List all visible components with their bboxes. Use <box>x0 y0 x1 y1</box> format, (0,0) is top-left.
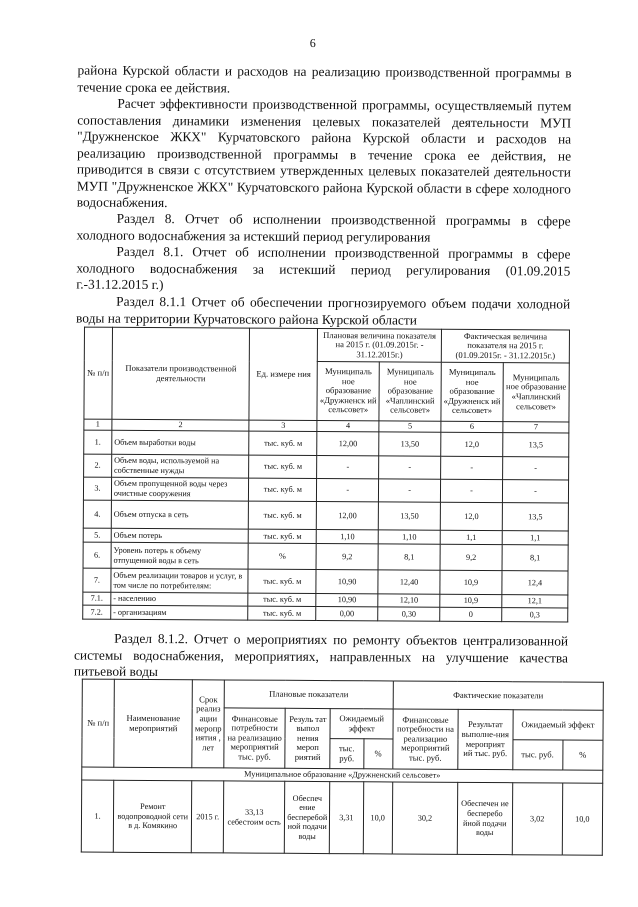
section-8-1-1-heading: Раздел 8.1.1 Отчет об обеспечении прогнозируемого объем подачи холодной воды на территории Курчатовского района Курской области <box>76 293 571 328</box>
row-name: Уровень потерь к объему отпущенной воды в сеть <box>111 542 249 569</box>
row-res-fact: Обеспечен ие бесперебо йной подачи воды <box>457 782 512 854</box>
page-number: 6 <box>309 35 316 50</box>
row-value: 13,50 <box>379 432 441 456</box>
header-unit: Ед. измере ния <box>249 328 317 420</box>
row-unit: тыс. куб. м <box>249 431 317 455</box>
water-supply-table <box>82 327 570 623</box>
row-value: 10,90 <box>316 593 378 606</box>
row-value: 10,9 <box>440 570 502 594</box>
table-row <box>83 605 568 622</box>
row-unit: % <box>249 543 317 569</box>
row-value: 10,90 <box>316 569 378 593</box>
row-value: 12,1 <box>502 595 568 608</box>
row-value: 1,10 <box>316 529 378 543</box>
row-value: 12,10 <box>378 594 440 607</box>
row-value: 13,5 <box>502 503 568 531</box>
row-num: 1. <box>84 430 112 454</box>
row-value: 9,2 <box>316 543 378 569</box>
row-value: 12,40 <box>378 570 440 594</box>
row-rub-fact: 3,02 <box>512 783 562 855</box>
row-unit: тыс. куб. м <box>248 569 316 593</box>
colnum: 1 <box>84 419 112 430</box>
row-pct-fact: 10,0 <box>562 783 603 855</box>
table-row <box>84 430 569 457</box>
row-name: Объем воды, используемой на собственные нужды <box>112 454 250 478</box>
header-fact: Фактическая величина показателя на 2015 г. (01.09.2015г. - 31.12.2015г.) <box>441 329 569 363</box>
table-row <box>83 542 568 571</box>
t2-header-rub-plan: тыс. руб. <box>330 739 363 769</box>
row-value: 1,10 <box>378 530 440 544</box>
row-num: 4. <box>83 500 111 528</box>
colnum: 7 <box>503 422 569 433</box>
row-num: 2. <box>84 454 112 477</box>
repair-measures-table <box>81 679 604 856</box>
row-unit: тыс. куб. м <box>249 455 317 478</box>
row-value: 13,50 <box>378 502 440 530</box>
row-num: 7.2. <box>83 605 111 619</box>
row-name: - организациям <box>111 605 249 620</box>
row-value: 0,30 <box>378 607 440 621</box>
header-plan: Плановая величина показателя на 2015 г. (01.09.2015г. - 31.12.2015г.) <box>318 328 442 362</box>
row-num: 7.1. <box>83 592 111 605</box>
row-num: 3. <box>83 477 111 500</box>
row-value: 12,00 <box>316 501 378 529</box>
row-value: 8,1 <box>502 545 568 571</box>
row-name: Объем отпуска в сеть <box>111 500 249 529</box>
header-plan-druzhnensky: Муниципаль ное образование «Дружненск ий сельсовет» <box>317 361 379 420</box>
colnum: 5 <box>379 421 441 432</box>
row-name: Объем выработки воды <box>112 430 250 455</box>
section-8-heading: Раздел 8. Отчет об исполнении производственной программы в сфере холодного водоснабжения за истекший период регулирования <box>76 210 571 245</box>
row-name: Объем потерь <box>111 528 249 543</box>
t2-group-label: Муниципальное образование «Дружненский сельсовет» <box>82 767 603 783</box>
row-fin-fact: 30,2 <box>392 782 457 854</box>
header-fact-chaplinsky: Муниципаль ное образование «Чаплинский сельсовет» <box>503 363 569 422</box>
row-unit: тыс. куб. м <box>249 529 317 543</box>
row-value: 12,4 <box>502 571 568 595</box>
header-fact-druzhnensky: Муниципаль ное образование «Дружненск ий сельсовет» <box>441 362 503 421</box>
row-value: 0 <box>440 607 502 621</box>
row-value: 12,00 <box>317 431 379 455</box>
row-value: - <box>503 457 569 480</box>
row-name: Объем пропущенной воды через очистные сооружения <box>111 477 249 501</box>
table-row <box>83 500 568 531</box>
row-name: Ремонт водопроводной сети в д. Комякино <box>113 780 192 852</box>
paragraph-efficiency: Расчет эффективности производственной программы, осуществляемый путем сопоставления динамики изменения целевых показателей деятельности МУП "Дружненское ЖКХ" Курчатовского района Курской области и расходов на реализацию производственной программы в течение срока ее действия, не приводится в связи с отсутствием утвержденных целевых показателей деятельности МУП "Дружненское ЖКХ" Курчатовского района Курской области в сфере холодного водоснабжения. <box>76 95 572 211</box>
section-8-1-heading: Раздел 8.1. Отчет об исполнении производственной программы в сфере холодного водоснабжения за истекший период регулирования (01.09.2015 г.-31.12.2015 г.) <box>76 243 571 293</box>
header-indicator: Показатели производственной деятельности <box>112 327 250 420</box>
section-8-1-2-heading: Раздел 8.1.2. Отчет о мероприятиях по ремонту объектов централизованной системы водоснабжения, мероприятиях, направленных на улучшение качества питьевой воды <box>73 630 569 680</box>
row-value: 13,5 <box>503 433 569 457</box>
t2-header-term: Срок реализ ации меропр иятия , лет <box>192 680 224 768</box>
row-unit: тыс. куб. м <box>249 501 317 529</box>
t2-header-fin-plan: Финансовые потребности на реализацию мероприятий тыс. руб. <box>224 708 286 768</box>
row-num: 6. <box>83 542 111 568</box>
row-value: - <box>317 455 379 478</box>
row-value: 12,0 <box>440 502 502 530</box>
header-plan-chaplinsky: Муниципаль ное образование «Чаплинский сельсовет» <box>379 362 441 421</box>
row-value: - <box>379 456 441 479</box>
colnum: 2 <box>112 419 250 431</box>
table-row <box>83 568 568 595</box>
t2-header-rub-fact: тыс. руб. <box>513 740 563 770</box>
row-unit: тыс. куб. м <box>248 593 316 606</box>
row-num: 1. <box>81 780 114 852</box>
row-term: 2015 г. <box>192 781 224 853</box>
row-name: Объем реализации товаров и услуг, в том числе по потребителям: <box>111 568 249 593</box>
t2-header-eff-fact: Ожидаемый эффект <box>513 710 603 741</box>
row-value: 0,00 <box>316 606 378 620</box>
t2-header-res-plan: Резуль тат выпол нения мероп риятий <box>285 708 330 768</box>
row-value: 1,1 <box>440 530 502 544</box>
row-res-plan: Обеспеч ение бесперебой ной подачи воды <box>285 781 330 853</box>
t2-header-res-fact: Результат выполне-ния мероприят ий тыс. руб. <box>458 709 513 769</box>
row-value: - <box>441 479 503 502</box>
row-value: 9,2 <box>440 544 502 570</box>
t2-header-plan: Плановые показатели <box>224 680 393 709</box>
row-value: 10,9 <box>440 594 502 607</box>
header-num: № п/п <box>84 327 112 419</box>
colnum: 4 <box>317 420 379 431</box>
t2-header-pct-fact: % <box>562 740 603 770</box>
t2-header-name: Наименование мероприятий <box>114 679 193 767</box>
table-row <box>81 780 602 855</box>
row-value: 8,1 <box>378 544 440 570</box>
row-name: - населению <box>111 592 249 606</box>
row-value: 0,3 <box>502 608 568 622</box>
row-rub-plan: 3,31 <box>330 782 364 854</box>
row-value: - <box>317 478 379 501</box>
t2-header-num: № п/п <box>82 679 115 767</box>
row-value: 1,1 <box>502 531 568 545</box>
table-row <box>83 477 568 503</box>
colnum: 3 <box>249 420 317 431</box>
row-pct-plan: 10,0 <box>363 782 393 854</box>
row-fin-plan: 33,13 себестоим ость <box>223 781 285 853</box>
row-value: - <box>502 480 568 503</box>
t2-header-fin-fact: Финансовые потребности на реализацию мероприятий тыс. руб. <box>393 709 458 769</box>
t2-header-fact: Фактические показатели <box>393 681 603 710</box>
table-row <box>84 454 569 480</box>
colnum: 6 <box>441 421 503 432</box>
row-value: - <box>379 479 441 502</box>
t2-header-eff-plan: Ожидаемый эффект <box>330 709 393 739</box>
row-num: 5. <box>83 528 111 542</box>
row-value: - <box>441 456 503 479</box>
row-unit: тыс. куб. м <box>249 478 317 501</box>
row-unit: тыс. куб. м <box>248 606 316 620</box>
row-num: 7. <box>83 568 111 592</box>
row-value: 12,0 <box>441 432 503 456</box>
paragraph-intro: района Курской области и расходов на реализацию производственной программы в течение срока ее действия. <box>77 62 572 95</box>
t2-header-pct-plan: % <box>363 739 393 769</box>
